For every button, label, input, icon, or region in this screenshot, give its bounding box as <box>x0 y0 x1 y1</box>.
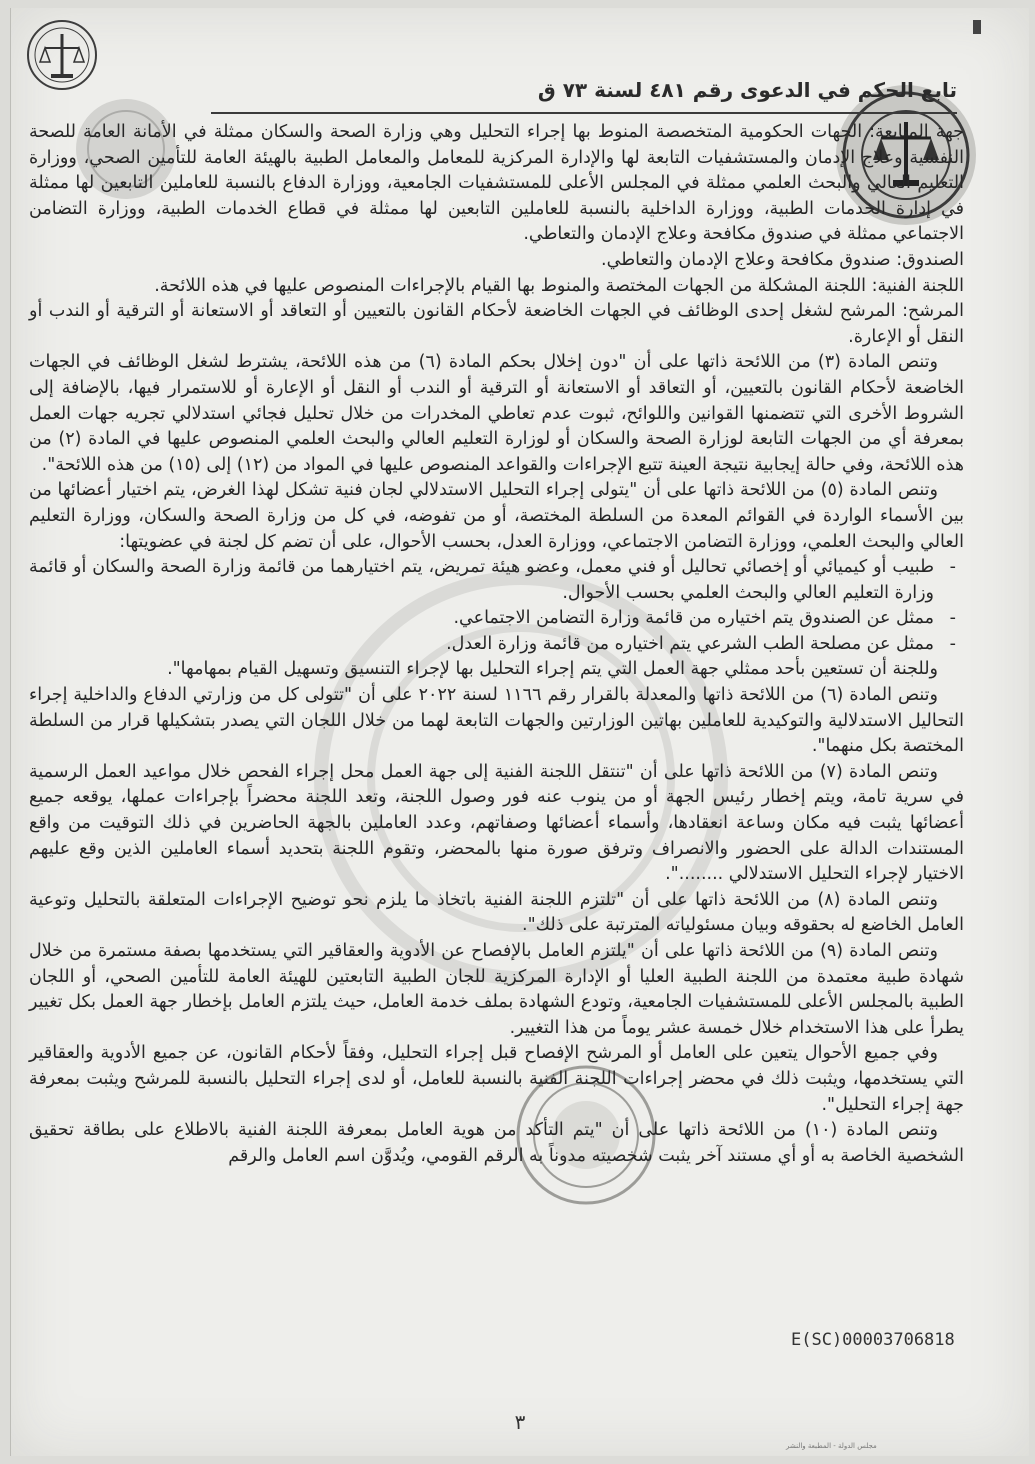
paragraph-definition-fund: الصندوق: صندوق مكافحة وعلاج الإدمان والتعاطي. <box>601 249 964 270</box>
document-body <box>29 120 964 1169</box>
list-item-fund-rep: - ممثل عن الصندوق يتم اختياره من قائمة وزارة التضامن الاجتماعي. <box>29 606 964 632</box>
serial-number: E(SC)00003706818 <box>791 1330 955 1350</box>
paragraph-definition-committee: اللجنة الفنية: اللجنة المشكلة من الجهات المختصة والمنوط بها القيام بالإجراءات المنصوص عليها في هذه اللائحة. <box>154 275 964 296</box>
paragraph-article-10: وتنص المادة (١٠) من اللائحة ذاتها على أن "يتم التأكد من هوية العامل بمعرفة اللجنة الفنية بالاطلاع على بطاقة تحقيق الشخصية الخاصة به أو أي مستند آخر يثبت شخصيته مدوناً به الرقم القومي، ويُدوَّن اسم العامل والرقم <box>29 1120 964 1166</box>
page-number: ٣ <box>514 1410 526 1434</box>
paragraph-definition-candidate: المرشح: المرشح لشغل إحدى الوظائف في الجهات الخاضعة لأحكام القانون بالتعيين أو التعاقد أو الاستعانة أو الترقية أو الندب أو النقل أو الإعارة. <box>29 301 964 347</box>
list-item-forensic-rep: - ممثل عن مصلحة الطب الشرعي يتم اختياره من قائمة وزارة العدل. <box>29 632 964 658</box>
paragraph-article-5: وتنص المادة (٥) من اللائحة ذاتها على أن "يتولى إجراء التحليل الاستدلالي لجان فنية تشكل لهذا الغرض، يتم اختيار أعضائها من بين الأسماء الواردة في القوائم المعدة من السلطة المختصة، أو من تفوضه، في كل من وزارة الصحة والسكان، ووزارة التعليم العالي والبحث العلمي، ووزارة التضامن الاجتماعي، ووزارة العدل، بحسب الأحوال، على أن تضم كل لجنة في عضويتها: <box>29 480 964 552</box>
paragraph-committee-assist: وللجنة أن تستعين بأحد ممثلي جهة العمل التي يتم إجراء التحليل بها لإجراء التنسيق وتسهيل القيام بمهامها". <box>167 659 938 680</box>
list-item-doctor: - طبيب أو كيميائي أو إخصائي تحاليل أو فني معمل، وعضو هيئة تمريض، يتم اختيارهما من قائمة وزارة الصحة والسكان أو قائمة وزارة التعليم العالي والبحث العلمي بحسب الأحوال. <box>29 555 964 606</box>
paragraph-article-8: وتنص المادة (٨) من اللائحة ذاتها على أن "تلتزم اللجنة الفنية باتخاذ ما يلزم نحو توضيح الإجراءات المتعلقة بالتحليل وتوعية العامل الخاضع له بحقوقه وبيان مسئولياته المترتبة على ذلك". <box>29 889 964 936</box>
paragraph-article-6: وتنص المادة (٦) من اللائحة ذاتها والمعدلة بالقرار رقم ١١٦٦ لسنة ٢٠٢٢ على أن "تتولى كل من وزارتي الدفاع والداخلية إجراء التحاليل الاستدلالية والتوكيدية للعاملين بهاتين الوزارتين والجهات التابعة لهما من خلال اللجان التي يصدر بتشكيلها قرار من السلطة المختصة بكل منهما". <box>29 685 964 757</box>
council-logo <box>25 18 99 96</box>
paragraph-article-9: وتنص المادة (٩) من اللائحة ذاتها على أن "يلتزم العامل بالإفصاح عن الأدوية والعقاقير التي يستخدمها بصفة مستمرة من خلال شهادة طبية معتمدة من اللجنة الطبية العليا أو الإدارة المركزية للجان الطبية التابعتين للهيئة العامة للتأمين الصحي، أو اللجان الطبية بالمجلس الأعلى للمستشفيات الجامعية، وتودع الشهادة بملف خدمة العامل، حيث يلتزم العامل بإخطار جهة العمل بكل تغيير يطرأ على هذا الاستخدام خلال خمسة عشر يوماً من هذا التغيير. <box>29 941 964 1038</box>
paragraph-definition-body: جهة المتابعة: الجهات الحكومية المتخصصة المنوط بها إجراء التحليل وهي وزارة الصحة والسكان ممثلة في الأمانة العامة للصحة النفسية وعلاج الإدمان والمستشفيات التابعة لها والإدارة المركزية للمعامل والمعامل الطبية بالهيئة العامة للتأمين الصحي، ووزارة التعليم العالي والبحث العلمي ممثلة في المجلس الأعلى للمستشفيات الجامعية، ووزارة الدفاع بالنسبة للعاملين التابعين لها ممثلة في إدارة الخدمات الطبية، ووزارة الداخلية بالنسبة للعاملين التابعين لها ممثلة في قطاع الخدمات الطبية، ووزارة التضامن الاجتماعي ممثلة في صندوق مكافحة وعلاج الإدمان والتعاطي. <box>29 122 964 245</box>
paragraph-all-cases: وفي جميع الأحوال يتعين على العامل أو المرشح الإفصاح قبل إجراء التحليل، وفقاً لأحكام القانون، عن جميع الأدوية والعقاقير التي يستخدمها، ويثبت ذلك في محضر إجراءات اللجنة الفنية بالنسبة للعامل، أو لدى إجراء التحليل بالنسبة للمرشح ويثبت بمعرفة جهة إجراء التحليل". <box>29 1043 964 1115</box>
paragraph-article-3: وتنص المادة (٣) من اللائحة ذاتها على أن "دون إخلال بحكم المادة (٦) من هذه اللائحة، يشترط لشغل الوظائف في الجهات الخاضعة لأحكام القانون بالتعيين، أو التعاقد أو الاستعانة أو الترقية أو الندب أو النقل أو الإعارة أو للاستمرار فيها، بالإضافة إلى الشروط الأخرى التي تتضمنها القوانين واللوائح، ثبوت عدم تعاطي المخدرات من خلال تحليل فجائي استدلالي تجريه جهات العمل بمعرفة أي من الجهات التابعة لوزارة الصحة والسكان أو لوزارة التعليم العالي والبحث العلمي المنصوص عليها في المادة (٢) من هذه اللائحة، وفي حالة إيجابية نتيجة العينة تتبع الإجراءات والقواعد المنصوص عليها في المواد من (١٢) إلى (١٥) من هذه اللائحة". <box>29 352 964 475</box>
case-header: تابع الحكم في الدعوى رقم ٤٨١ لسنة ٧٣ ق <box>211 78 957 114</box>
footer-note: مجلس الدولة - المطبعة والنشر <box>786 1442 877 1450</box>
paragraph-article-7: وتنص المادة (٧) من اللائحة ذاتها على أن "تنتقل اللجنة الفنية إلى جهة العمل محل إجراء الفحص خلال مواعيد العمل الرسمية في سرية تامة، ويتم إخطار رئيس الجهة أو من ينوب عنه فور وصول اللجنة، وتعد اللجنة محضراً بإجراءات عملها، يوقعه جميع أعضائها يثبت فيه مكان وساعة انعقادها، وأسماء أعضائها وصفاتهم، وعدد العاملين بالجهة الحاضرين في ذلك التوقيت من واقع المستندات الدالة على الحضور والانصراف وترفق صورة منها بالمحضر، وتقوم اللجنة بتحديد أسماء العاملين الذين وقع عليهم الاختيار لإجراء التحليل الاستدلالي ........". <box>29 761 964 885</box>
document-page <box>10 8 1029 1456</box>
corner-mark <box>973 20 981 34</box>
